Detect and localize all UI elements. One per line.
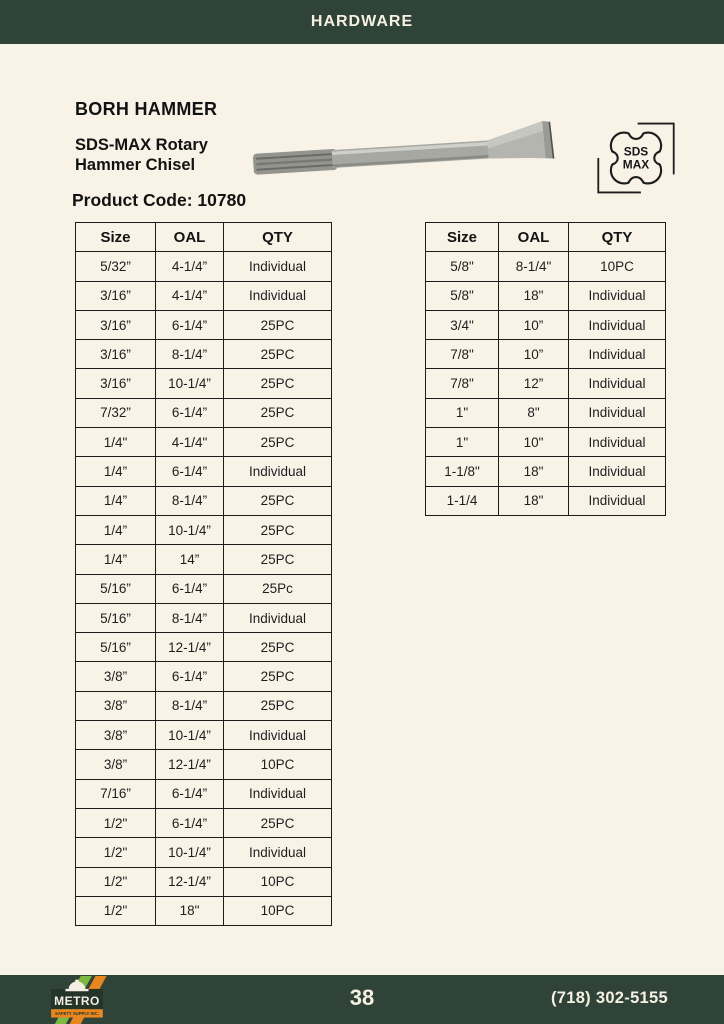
table-cell: 25PC (224, 691, 332, 720)
table-row (426, 398, 666, 427)
table-cell: 5/16” (76, 603, 156, 632)
table-cell: 1-1/8" (426, 457, 499, 486)
table-cell: 3/8” (76, 721, 156, 750)
table-row (76, 515, 332, 544)
column-header: Size (426, 223, 499, 252)
table-row (76, 281, 332, 310)
table-cell: 3/16” (76, 310, 156, 339)
table-row (426, 252, 666, 281)
table-cell: 10-1/4” (156, 515, 224, 544)
table-cell: 25Pc (224, 574, 332, 603)
table-cell: 25PC (224, 662, 332, 691)
table-cell: Individual (224, 838, 332, 867)
table-cell: Individual (569, 457, 666, 486)
table-cell: 7/32” (76, 398, 156, 427)
table-cell: Individual (224, 779, 332, 808)
table-row (76, 662, 332, 691)
column-header: QTY (569, 223, 666, 252)
product-name (75, 135, 208, 175)
table-cell: 1/4” (76, 545, 156, 574)
table-cell: 25PC (224, 486, 332, 515)
table-row (76, 633, 332, 662)
table-cell: 25PC (224, 369, 332, 398)
table-cell: 25PC (224, 310, 332, 339)
table-cell: 6-1/4” (156, 574, 224, 603)
table-cell: 10-1/4” (156, 838, 224, 867)
table-cell: 12-1/4” (156, 867, 224, 896)
table-cell: 14” (156, 545, 224, 574)
page-number: 38 (349, 985, 375, 1010)
table-cell: Individual (569, 310, 666, 339)
table-cell: Individual (224, 457, 332, 486)
table-cell: 8-1/4” (156, 603, 224, 632)
table-cell: 10PC (224, 867, 332, 896)
table-cell: 1" (426, 398, 499, 427)
table-cell: 25PC (224, 428, 332, 457)
table-cell: 1/4" (76, 428, 156, 457)
table-cell: 10PC (224, 750, 332, 779)
table-row (76, 398, 332, 427)
table-cell: 10" (499, 428, 569, 457)
table-row (76, 340, 332, 369)
table-row (76, 252, 332, 281)
sds-max-icon (595, 120, 677, 196)
table-cell: 6-1/4” (156, 779, 224, 808)
table-cell: Individual (224, 721, 332, 750)
table-cell: 18" (499, 486, 569, 515)
table-row (76, 545, 332, 574)
table-row (426, 486, 666, 515)
table-cell: 8-1/4” (156, 340, 224, 369)
chisel-illustration (250, 120, 580, 186)
table-cell: 3/8” (76, 662, 156, 691)
table-cell: 1/2" (76, 867, 156, 896)
table-cell: Individual (224, 603, 332, 632)
table-cell: Individual (224, 252, 332, 281)
table-row (76, 310, 332, 339)
product-name-line2: Hammer Chisel (75, 156, 196, 175)
table-cell: 3/16” (76, 340, 156, 369)
table-row (76, 428, 332, 457)
spec-table-right (425, 222, 666, 516)
table-cell: 18" (499, 281, 569, 310)
table-cell: 6-1/4” (156, 310, 224, 339)
page-footer-bar (0, 975, 724, 1024)
table-cell: 3/8” (76, 691, 156, 720)
table-cell: 1/4” (76, 457, 156, 486)
table-cell: 8-1/4” (156, 486, 224, 515)
table-cell: 25PC (224, 515, 332, 544)
brand-title: BORH HAMMER (75, 99, 218, 119)
table-cell: 7/16” (76, 779, 156, 808)
table-cell: 6-1/4” (156, 808, 224, 837)
table-row (76, 838, 332, 867)
table-cell: 1/2" (76, 838, 156, 867)
table-row (426, 428, 666, 457)
table-cell: 10” (499, 310, 569, 339)
table-cell: 7/8" (426, 369, 499, 398)
product-code: Product Code: 10780 (72, 190, 247, 210)
table-row (76, 867, 332, 896)
logo-tagline-text: SAFETY SUPPLY INC. (55, 1011, 99, 1017)
table-cell: 18" (499, 457, 569, 486)
table-row (76, 750, 332, 779)
table-header-row (76, 223, 332, 252)
table-cell: 10-1/4” (156, 721, 224, 750)
column-header: QTY (224, 223, 332, 252)
table-row (76, 691, 332, 720)
table-cell: 5/8" (426, 252, 499, 281)
column-header: Size (76, 223, 156, 252)
table-cell: 6-1/4” (156, 457, 224, 486)
table-cell: 3/16” (76, 369, 156, 398)
table-cell: 4-1/4" (156, 428, 224, 457)
table-cell: Individual (569, 340, 666, 369)
table-row (76, 486, 332, 515)
table-row (76, 721, 332, 750)
column-header: OAL (499, 223, 569, 252)
table-cell: 10PC (569, 252, 666, 281)
table-cell: 8-1/4” (156, 691, 224, 720)
table-cell: 6-1/4” (156, 662, 224, 691)
table-row (76, 457, 332, 486)
sds-badge-text-line1: SDS (623, 144, 649, 159)
table-cell: 12-1/4” (156, 750, 224, 779)
table-cell: 1/2" (76, 896, 156, 925)
table-cell: 4-1/4” (156, 252, 224, 281)
sds-badge-text-line2: MAX (622, 157, 650, 172)
table-row (76, 896, 332, 925)
table-cell: 3/4" (426, 310, 499, 339)
table-cell: 1/4” (76, 515, 156, 544)
chisel-product-image (250, 120, 580, 186)
table-row (426, 457, 666, 486)
table-cell: 4-1/4” (156, 281, 224, 310)
table-cell: 1-1/4 (426, 486, 499, 515)
table-cell: 8" (499, 398, 569, 427)
sds-max-badge-graphic (595, 120, 677, 196)
table-cell: 12” (499, 369, 569, 398)
table-cell: 18" (156, 896, 224, 925)
table-cell: 10-1/4” (156, 369, 224, 398)
table-cell: 1" (426, 428, 499, 457)
table-row (426, 281, 666, 310)
table-cell: Individual (569, 369, 666, 398)
table-cell: Individual (569, 486, 666, 515)
table-cell: 12-1/4” (156, 633, 224, 662)
table-cell: Individual (569, 398, 666, 427)
table-cell: 10” (499, 340, 569, 369)
table-cell: 3/16” (76, 281, 156, 310)
table-row (76, 574, 332, 603)
table-cell: 10PC (224, 896, 332, 925)
table-header-row (426, 223, 666, 252)
footer-phone-number: (718) 302-5155 (550, 989, 668, 1007)
table-row (76, 808, 332, 837)
table-cell: Individual (569, 281, 666, 310)
table-row (426, 340, 666, 369)
product-name-line1: SDS-MAX Rotary (75, 136, 208, 154)
table-cell: 1/2" (76, 808, 156, 837)
table-cell: 5/16” (76, 633, 156, 662)
table-row (426, 369, 666, 398)
table-cell: 8-1/4" (499, 252, 569, 281)
table-cell: 1/4” (76, 486, 156, 515)
page-header-bar (0, 0, 724, 44)
table-cell: 25PC (224, 398, 332, 427)
table-cell: 25PC (224, 808, 332, 837)
table-row (76, 369, 332, 398)
page-category-title: HARDWARE (310, 13, 414, 30)
spec-table-left (75, 222, 332, 926)
table-cell: 25PC (224, 340, 332, 369)
table-cell: 6-1/4” (156, 398, 224, 427)
table-cell: 3/8” (76, 750, 156, 779)
table-cell: 5/16” (76, 574, 156, 603)
table-cell: 5/8" (426, 281, 499, 310)
column-header: OAL (156, 223, 224, 252)
table-row (426, 310, 666, 339)
table-cell: 7/8" (426, 340, 499, 369)
table-cell: Individual (224, 281, 332, 310)
table-cell: 25PC (224, 545, 332, 574)
table-cell: 25PC (224, 633, 332, 662)
table-cell: Individual (569, 428, 666, 457)
table-row (76, 603, 332, 632)
logo-name-text: METRO (54, 994, 100, 1009)
table-row (76, 779, 332, 808)
table-cell: 5/32” (76, 252, 156, 281)
